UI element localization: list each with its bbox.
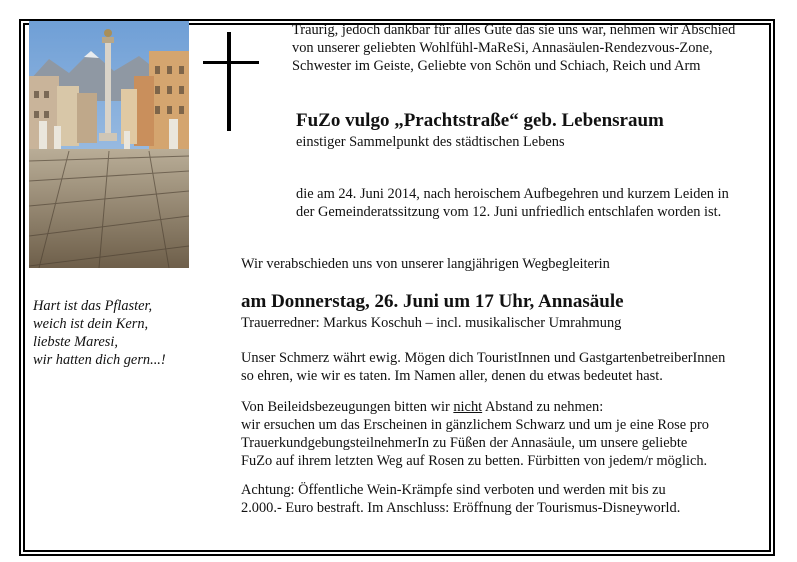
intro-line-3: Schwester im Geiste, Geliebte von Schön und Schiach, Reich und Arm bbox=[292, 58, 701, 74]
obituary-subtitle: einstiger Sammelpunkt des städtischen Lebens bbox=[296, 134, 565, 150]
notice-line-1: Achtung: Öffentliche Wein-Krämpfe sind verboten und werden mit bis zu bbox=[241, 482, 666, 498]
condolence-line-1 bbox=[241, 398, 603, 416]
condolence-line-4: FuZo auf ihrem letzten Weg auf Rosen zu betten. Fürbitten von jedem/r möglich. bbox=[241, 453, 708, 469]
condolence-underlined-word: nicht bbox=[453, 399, 483, 415]
grief-line-2: so ehren, wie wir es taten. Im Namen aller, denen du etwas bedeutet hast. bbox=[241, 368, 663, 384]
condolence-line-3: TrauerkundgebungsteilnehmerIn zu Füßen der Annasäule, um unsere geliebte bbox=[241, 435, 688, 451]
poem-line-1: Hart ist das Pflaster, bbox=[33, 298, 153, 314]
intro-line-2: von unserer geliebten Wohlfühl-MaReSi, Annasäulen-Rendezvous-Zone, bbox=[292, 40, 713, 56]
notice-line-2: 2.000.- Euro bestraft. Im Anschluss: Eröffnung der Tourismus-Disneyworld. bbox=[241, 500, 681, 516]
condolence-line-2: wir ersuchen um das Erscheinen in gänzlichem Schwarz und um je eine Rose pro bbox=[241, 417, 709, 433]
condolence-prefix: Von Beileidsbezeugungen bitten wir bbox=[241, 399, 454, 415]
poem-line-2: weich ist dein Kern, bbox=[33, 316, 149, 332]
death-notice-line-1: die am 24. Juni 2014, nach heroischem Aufbegehren und kurzem Leiden in bbox=[296, 186, 729, 202]
condolence-suffix: Abstand zu nehmen: bbox=[482, 399, 604, 415]
intro-line-1: Traurig, jedoch dankbar für alles Gute das sie uns war, nehmen wir Abschied bbox=[292, 22, 736, 38]
obituary-title: FuZo vulgo „Prachtstraße“ geb. Lebensraum bbox=[296, 110, 664, 131]
street-photo bbox=[29, 21, 189, 268]
death-notice-line-2: der Gemeinderatssitzung vom 12. Juni unfriedlich entschlafen worden ist. bbox=[296, 204, 722, 220]
poem-line-3: liebste Maresi, bbox=[33, 334, 118, 350]
latin-cross-icon bbox=[203, 32, 259, 132]
poem bbox=[33, 297, 166, 369]
poem-line-4: wir hatten dich gern...! bbox=[33, 352, 166, 368]
event-speaker: Trauerredner: Markus Koschuh – incl. musikalischer Umrahmung bbox=[241, 315, 622, 331]
farewell-text: Wir verabschieden uns von unserer langjährigen Wegbegleiterin bbox=[241, 256, 610, 272]
cross-horizontal-bar bbox=[203, 61, 259, 64]
event-title: am Donnerstag, 26. Juni um 17 Uhr, Annasäule bbox=[241, 291, 624, 312]
grief-line-1: Unser Schmerz währt ewig. Mögen dich TouristInnen und GastgartenbetreiberInnen bbox=[241, 350, 726, 366]
cross-vertical-bar bbox=[227, 32, 231, 131]
